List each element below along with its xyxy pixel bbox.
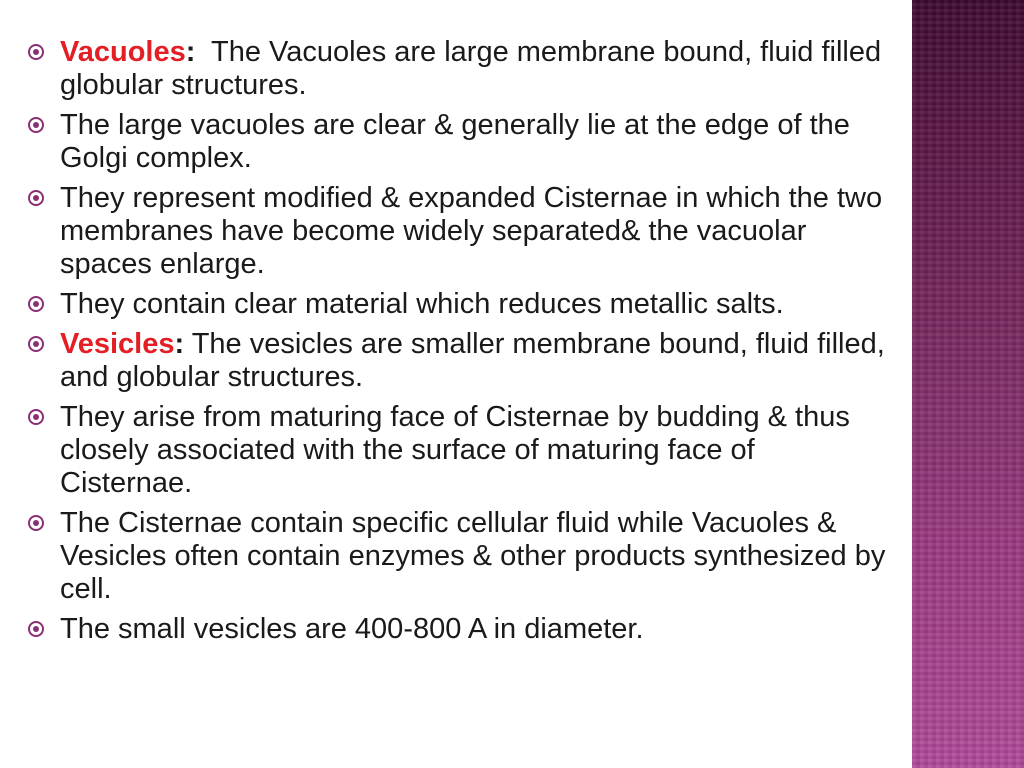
circle-bullet-icon — [28, 336, 44, 352]
circle-bullet-icon — [28, 409, 44, 425]
bullet-item — [26, 288, 886, 321]
term-vesicles: Vesicles — [60, 328, 175, 360]
bullet-text: The Vacuoles are large membrane bound, fluid filled globular structures. — [60, 36, 890, 101]
circle-bullet-icon — [28, 190, 44, 206]
term-colon: : — [174, 328, 185, 360]
bullet-item — [26, 507, 886, 606]
circle-bullet-icon — [28, 44, 44, 60]
circle-bullet-icon — [28, 621, 44, 637]
bullet-item — [26, 613, 886, 646]
bullet-text: They represent modified & expanded Cisternae in which the two membranes have become widely separated& the vacuolar spaces enlarge. — [60, 182, 883, 280]
term-colon: : — [185, 36, 196, 68]
bullet-text: The vesicles are smaller membrane bound, fluid filled, and globular structures. — [60, 328, 893, 393]
bullet-text: They contain clear material which reduces metallic salts. — [60, 288, 784, 320]
bullet-text: The large vacuoles are clear & generally lie at the edge of the Golgi complex. — [60, 109, 850, 174]
slide-content — [26, 36, 893, 653]
bullet-item-vacuoles — [26, 36, 890, 102]
bullet-text: The Cisternae contain specific cellular fluid while Vacuoles & Vesicles often contain enzymes & other products synthesized by cell. — [60, 507, 886, 605]
bullet-text: They arise from maturing face of Cisternae by budding & thus closely associated with the surface of maturing face of Cisternae. — [60, 401, 850, 499]
bullet-item — [26, 109, 886, 175]
bullet-text: The small vesicles are 400-800 A in diameter. — [60, 613, 644, 645]
bullet-item — [26, 401, 886, 500]
circle-bullet-icon — [28, 296, 44, 312]
circle-bullet-icon — [28, 515, 44, 531]
bullet-list — [26, 36, 893, 646]
bullet-item — [26, 182, 886, 281]
circle-bullet-icon — [28, 117, 44, 133]
term-vacuoles: Vacuoles — [60, 36, 186, 68]
bullet-item-vesicles — [26, 328, 893, 394]
decorative-side-band — [912, 0, 1024, 768]
